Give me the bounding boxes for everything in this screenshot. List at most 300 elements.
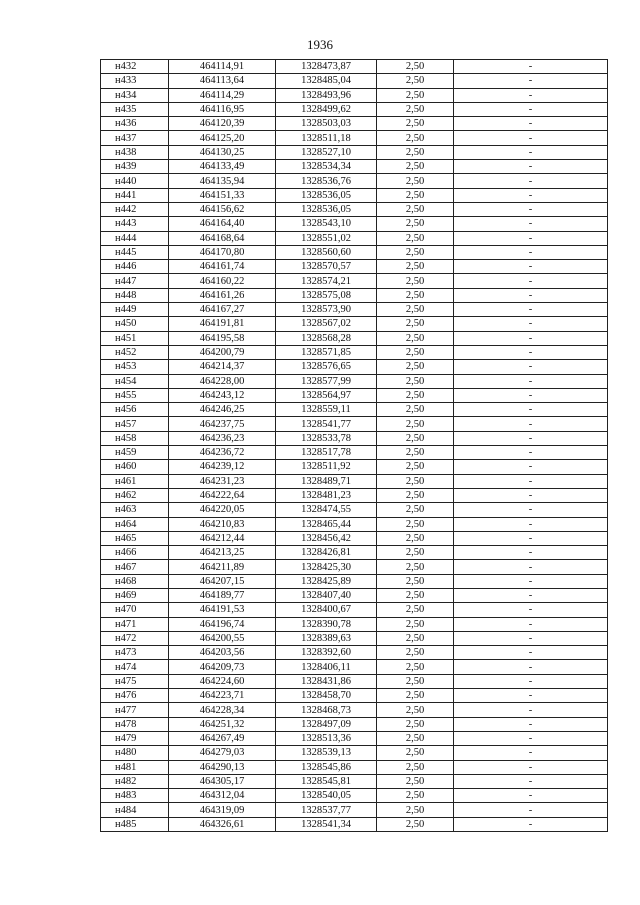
- point-id-cell: н476: [101, 689, 169, 703]
- accuracy-cell: 2,50: [377, 531, 454, 545]
- y-coordinate-cell: 1328560,60: [276, 245, 377, 259]
- y-coordinate-cell: 1328577,99: [276, 374, 377, 388]
- accuracy-cell: 2,50: [377, 245, 454, 259]
- accuracy-cell: 2,50: [377, 331, 454, 345]
- table-row: [101, 517, 608, 531]
- y-coordinate-cell: 1328574,21: [276, 274, 377, 288]
- y-coordinate-cell: 1328425,30: [276, 560, 377, 574]
- accuracy-cell: 2,50: [377, 102, 454, 116]
- x-coordinate-cell: 464279,03: [169, 746, 276, 760]
- table-row: [101, 817, 608, 831]
- y-coordinate-cell: 1328527,10: [276, 145, 377, 159]
- x-coordinate-cell: 464168,64: [169, 231, 276, 245]
- accuracy-cell: 2,50: [377, 60, 454, 74]
- x-coordinate-cell: 464213,25: [169, 546, 276, 560]
- y-coordinate-cell: 1328431,86: [276, 674, 377, 688]
- y-coordinate-cell: 1328499,62: [276, 102, 377, 116]
- note-cell: -: [454, 531, 608, 545]
- y-coordinate-cell: 1328392,60: [276, 646, 377, 660]
- y-coordinate-cell: 1328485,04: [276, 74, 377, 88]
- table-row: [101, 245, 608, 259]
- accuracy-cell: 2,50: [377, 474, 454, 488]
- x-coordinate-cell: 464114,29: [169, 88, 276, 102]
- note-cell: -: [454, 217, 608, 231]
- y-coordinate-cell: 1328541,34: [276, 817, 377, 831]
- x-coordinate-cell: 464156,62: [169, 202, 276, 216]
- note-cell: -: [454, 546, 608, 560]
- note-cell: -: [454, 131, 608, 145]
- note-cell: -: [454, 517, 608, 531]
- x-coordinate-cell: 464135,94: [169, 174, 276, 188]
- x-coordinate-cell: 464319,09: [169, 803, 276, 817]
- note-cell: -: [454, 746, 608, 760]
- table-row: [101, 288, 608, 302]
- table-row: [101, 345, 608, 359]
- accuracy-cell: 2,50: [377, 303, 454, 317]
- x-coordinate-cell: 464223,71: [169, 689, 276, 703]
- note-cell: -: [454, 817, 608, 831]
- accuracy-cell: 2,50: [377, 174, 454, 188]
- table-row: [101, 588, 608, 602]
- accuracy-cell: 2,50: [377, 388, 454, 402]
- y-coordinate-cell: 1328473,87: [276, 60, 377, 74]
- table-row: [101, 60, 608, 74]
- note-cell: -: [454, 274, 608, 288]
- y-coordinate-cell: 1328534,34: [276, 160, 377, 174]
- note-cell: -: [454, 117, 608, 131]
- table-row: [101, 374, 608, 388]
- x-coordinate-cell: 464116,95: [169, 102, 276, 116]
- note-cell: -: [454, 331, 608, 345]
- accuracy-cell: 2,50: [377, 145, 454, 159]
- note-cell: -: [454, 603, 608, 617]
- note-cell: -: [454, 288, 608, 302]
- x-coordinate-cell: 464222,64: [169, 488, 276, 502]
- point-id-cell: н481: [101, 760, 169, 774]
- table-row: [101, 317, 608, 331]
- table-row: [101, 217, 608, 231]
- table-row: [101, 403, 608, 417]
- point-id-cell: н447: [101, 274, 169, 288]
- y-coordinate-cell: 1328536,05: [276, 202, 377, 216]
- table-row: [101, 731, 608, 745]
- y-coordinate-cell: 1328389,63: [276, 631, 377, 645]
- y-coordinate-cell: 1328543,10: [276, 217, 377, 231]
- accuracy-cell: 2,50: [377, 403, 454, 417]
- point-id-cell: н438: [101, 145, 169, 159]
- note-cell: -: [454, 703, 608, 717]
- x-coordinate-cell: 464228,34: [169, 703, 276, 717]
- x-coordinate-cell: 464243,12: [169, 388, 276, 402]
- x-coordinate-cell: 464267,49: [169, 731, 276, 745]
- y-coordinate-cell: 1328400,67: [276, 603, 377, 617]
- y-coordinate-cell: 1328567,02: [276, 317, 377, 331]
- note-cell: -: [454, 474, 608, 488]
- accuracy-cell: 2,50: [377, 617, 454, 631]
- y-coordinate-cell: 1328536,05: [276, 188, 377, 202]
- point-id-cell: н436: [101, 117, 169, 131]
- accuracy-cell: 2,50: [377, 117, 454, 131]
- accuracy-cell: 2,50: [377, 731, 454, 745]
- y-coordinate-cell: 1328559,11: [276, 403, 377, 417]
- note-cell: -: [454, 360, 608, 374]
- x-coordinate-cell: 464151,33: [169, 188, 276, 202]
- x-coordinate-cell: 464207,15: [169, 574, 276, 588]
- x-coordinate-cell: 464170,80: [169, 245, 276, 259]
- y-coordinate-cell: 1328456,42: [276, 531, 377, 545]
- point-id-cell: н439: [101, 160, 169, 174]
- accuracy-cell: 2,50: [377, 517, 454, 531]
- table-row: [101, 546, 608, 560]
- accuracy-cell: 2,50: [377, 460, 454, 474]
- y-coordinate-cell: 1328571,85: [276, 345, 377, 359]
- point-id-cell: н470: [101, 603, 169, 617]
- y-coordinate-cell: 1328539,13: [276, 746, 377, 760]
- x-coordinate-cell: 464125,20: [169, 131, 276, 145]
- accuracy-cell: 2,50: [377, 446, 454, 460]
- accuracy-cell: 2,50: [377, 774, 454, 788]
- table-row: [101, 231, 608, 245]
- point-id-cell: н446: [101, 260, 169, 274]
- x-coordinate-cell: 464220,05: [169, 503, 276, 517]
- x-coordinate-cell: 464236,23: [169, 431, 276, 445]
- y-coordinate-cell: 1328540,05: [276, 789, 377, 803]
- x-coordinate-cell: 464239,12: [169, 460, 276, 474]
- table-row: [101, 789, 608, 803]
- x-coordinate-cell: 464228,00: [169, 374, 276, 388]
- accuracy-cell: 2,50: [377, 374, 454, 388]
- table-row: [101, 746, 608, 760]
- note-cell: -: [454, 574, 608, 588]
- table-row: [101, 503, 608, 517]
- accuracy-cell: 2,50: [377, 131, 454, 145]
- accuracy-cell: 2,50: [377, 288, 454, 302]
- point-id-cell: н483: [101, 789, 169, 803]
- point-id-cell: н472: [101, 631, 169, 645]
- y-coordinate-cell: 1328406,11: [276, 660, 377, 674]
- y-coordinate-cell: 1328513,36: [276, 731, 377, 745]
- accuracy-cell: 2,50: [377, 588, 454, 602]
- table-row: [101, 474, 608, 488]
- note-cell: -: [454, 646, 608, 660]
- table-row: [101, 646, 608, 660]
- x-coordinate-cell: 464312,04: [169, 789, 276, 803]
- x-coordinate-cell: 464203,56: [169, 646, 276, 660]
- table-row: [101, 803, 608, 817]
- y-coordinate-cell: 1328497,09: [276, 717, 377, 731]
- accuracy-cell: 2,50: [377, 274, 454, 288]
- accuracy-cell: 2,50: [377, 689, 454, 703]
- point-id-cell: н482: [101, 774, 169, 788]
- note-cell: -: [454, 803, 608, 817]
- point-id-cell: н459: [101, 446, 169, 460]
- y-coordinate-cell: 1328570,57: [276, 260, 377, 274]
- point-id-cell: н440: [101, 174, 169, 188]
- accuracy-cell: 2,50: [377, 317, 454, 331]
- point-id-cell: н437: [101, 131, 169, 145]
- table-row: [101, 617, 608, 631]
- point-id-cell: н478: [101, 717, 169, 731]
- note-cell: -: [454, 174, 608, 188]
- note-cell: -: [454, 303, 608, 317]
- y-coordinate-cell: 1328541,77: [276, 417, 377, 431]
- x-coordinate-cell: 464113,64: [169, 74, 276, 88]
- table-row: [101, 88, 608, 102]
- point-id-cell: н462: [101, 488, 169, 502]
- accuracy-cell: 2,50: [377, 789, 454, 803]
- x-coordinate-cell: 464189,77: [169, 588, 276, 602]
- point-id-cell: н480: [101, 746, 169, 760]
- x-coordinate-cell: 464290,13: [169, 760, 276, 774]
- table-row: [101, 360, 608, 374]
- table-row: [101, 560, 608, 574]
- accuracy-cell: 2,50: [377, 631, 454, 645]
- y-coordinate-cell: 1328511,92: [276, 460, 377, 474]
- point-id-cell: н454: [101, 374, 169, 388]
- point-id-cell: н435: [101, 102, 169, 116]
- point-id-cell: н474: [101, 660, 169, 674]
- x-coordinate-cell: 464195,58: [169, 331, 276, 345]
- accuracy-cell: 2,50: [377, 88, 454, 102]
- y-coordinate-cell: 1328511,18: [276, 131, 377, 145]
- x-coordinate-cell: 464231,23: [169, 474, 276, 488]
- y-coordinate-cell: 1328458,70: [276, 689, 377, 703]
- table-row: [101, 160, 608, 174]
- note-cell: -: [454, 446, 608, 460]
- table-row: [101, 331, 608, 345]
- accuracy-cell: 2,50: [377, 503, 454, 517]
- table-row: [101, 446, 608, 460]
- point-id-cell: н484: [101, 803, 169, 817]
- accuracy-cell: 2,50: [377, 717, 454, 731]
- accuracy-cell: 2,50: [377, 803, 454, 817]
- accuracy-cell: 2,50: [377, 574, 454, 588]
- x-coordinate-cell: 464160,22: [169, 274, 276, 288]
- note-cell: -: [454, 674, 608, 688]
- point-id-cell: н471: [101, 617, 169, 631]
- y-coordinate-cell: 1328575,08: [276, 288, 377, 302]
- note-cell: -: [454, 774, 608, 788]
- point-id-cell: н475: [101, 674, 169, 688]
- note-cell: -: [454, 789, 608, 803]
- point-id-cell: н445: [101, 245, 169, 259]
- table-row: [101, 202, 608, 216]
- y-coordinate-cell: 1328576,65: [276, 360, 377, 374]
- note-cell: -: [454, 431, 608, 445]
- y-coordinate-cell: 1328537,77: [276, 803, 377, 817]
- y-coordinate-cell: 1328426,81: [276, 546, 377, 560]
- point-id-cell: н466: [101, 546, 169, 560]
- accuracy-cell: 2,50: [377, 231, 454, 245]
- note-cell: -: [454, 417, 608, 431]
- x-coordinate-cell: 464237,75: [169, 417, 276, 431]
- x-coordinate-cell: 464251,32: [169, 717, 276, 731]
- note-cell: -: [454, 760, 608, 774]
- table-row: [101, 488, 608, 502]
- point-id-cell: н448: [101, 288, 169, 302]
- point-id-cell: н434: [101, 88, 169, 102]
- accuracy-cell: 2,50: [377, 217, 454, 231]
- point-id-cell: н457: [101, 417, 169, 431]
- accuracy-cell: 2,50: [377, 703, 454, 717]
- x-coordinate-cell: 464120,39: [169, 117, 276, 131]
- y-coordinate-cell: 1328489,71: [276, 474, 377, 488]
- y-coordinate-cell: 1328564,97: [276, 388, 377, 402]
- note-cell: -: [454, 689, 608, 703]
- x-coordinate-cell: 464114,91: [169, 60, 276, 74]
- point-id-cell: н453: [101, 360, 169, 374]
- point-id-cell: н450: [101, 317, 169, 331]
- y-coordinate-cell: 1328533,78: [276, 431, 377, 445]
- table-row: [101, 660, 608, 674]
- x-coordinate-cell: 464164,40: [169, 217, 276, 231]
- note-cell: -: [454, 488, 608, 502]
- point-id-cell: н463: [101, 503, 169, 517]
- note-cell: -: [454, 560, 608, 574]
- point-id-cell: н467: [101, 560, 169, 574]
- note-cell: -: [454, 102, 608, 116]
- table-row: [101, 303, 608, 317]
- page-number: 1936: [307, 37, 333, 52]
- note-cell: -: [454, 74, 608, 88]
- accuracy-cell: 2,50: [377, 74, 454, 88]
- point-id-cell: н432: [101, 60, 169, 74]
- note-cell: -: [454, 345, 608, 359]
- accuracy-cell: 2,50: [377, 202, 454, 216]
- y-coordinate-cell: 1328545,81: [276, 774, 377, 788]
- x-coordinate-cell: 464130,25: [169, 145, 276, 159]
- table-row: [101, 260, 608, 274]
- note-cell: -: [454, 374, 608, 388]
- note-cell: -: [454, 731, 608, 745]
- x-coordinate-cell: 464200,79: [169, 345, 276, 359]
- x-coordinate-cell: 464224,60: [169, 674, 276, 688]
- table-row: [101, 703, 608, 717]
- y-coordinate-cell: 1328551,02: [276, 231, 377, 245]
- x-coordinate-cell: 464214,37: [169, 360, 276, 374]
- point-id-cell: н449: [101, 303, 169, 317]
- point-id-cell: н460: [101, 460, 169, 474]
- x-coordinate-cell: 464133,49: [169, 160, 276, 174]
- table-row: [101, 603, 608, 617]
- accuracy-cell: 2,50: [377, 746, 454, 760]
- accuracy-cell: 2,50: [377, 360, 454, 374]
- y-coordinate-cell: 1328425,89: [276, 574, 377, 588]
- table-row: [101, 388, 608, 402]
- point-id-cell: н485: [101, 817, 169, 831]
- table-row: [101, 574, 608, 588]
- accuracy-cell: 2,50: [377, 760, 454, 774]
- accuracy-cell: 2,50: [377, 488, 454, 502]
- table-row: [101, 774, 608, 788]
- point-id-cell: н456: [101, 403, 169, 417]
- y-coordinate-cell: 1328493,96: [276, 88, 377, 102]
- point-id-cell: н473: [101, 646, 169, 660]
- point-id-cell: н433: [101, 74, 169, 88]
- accuracy-cell: 2,50: [377, 646, 454, 660]
- table-row: [101, 717, 608, 731]
- y-coordinate-cell: 1328465,44: [276, 517, 377, 531]
- x-coordinate-cell: 464326,61: [169, 817, 276, 831]
- note-cell: -: [454, 388, 608, 402]
- point-id-cell: н443: [101, 217, 169, 231]
- table-row: [101, 274, 608, 288]
- accuracy-cell: 2,50: [377, 188, 454, 202]
- coordinates-table-body: [101, 60, 608, 832]
- point-id-cell: н442: [101, 202, 169, 216]
- table-row: [101, 431, 608, 445]
- table-row: [101, 531, 608, 545]
- note-cell: -: [454, 460, 608, 474]
- accuracy-cell: 2,50: [377, 674, 454, 688]
- y-coordinate-cell: 1328390,78: [276, 617, 377, 631]
- x-coordinate-cell: 464167,27: [169, 303, 276, 317]
- note-cell: -: [454, 245, 608, 259]
- x-coordinate-cell: 464196,74: [169, 617, 276, 631]
- x-coordinate-cell: 464191,81: [169, 317, 276, 331]
- point-id-cell: н469: [101, 588, 169, 602]
- point-id-cell: н465: [101, 531, 169, 545]
- note-cell: -: [454, 231, 608, 245]
- table-row: [101, 117, 608, 131]
- x-coordinate-cell: 464200,55: [169, 631, 276, 645]
- x-coordinate-cell: 464161,74: [169, 260, 276, 274]
- y-coordinate-cell: 1328407,40: [276, 588, 377, 602]
- accuracy-cell: 2,50: [377, 431, 454, 445]
- accuracy-cell: 2,50: [377, 560, 454, 574]
- table-row: [101, 145, 608, 159]
- table-row: [101, 460, 608, 474]
- accuracy-cell: 2,50: [377, 260, 454, 274]
- note-cell: -: [454, 403, 608, 417]
- note-cell: -: [454, 145, 608, 159]
- note-cell: -: [454, 588, 608, 602]
- note-cell: -: [454, 617, 608, 631]
- point-id-cell: н464: [101, 517, 169, 531]
- coordinates-table: [100, 59, 608, 832]
- y-coordinate-cell: 1328517,78: [276, 446, 377, 460]
- note-cell: -: [454, 503, 608, 517]
- x-coordinate-cell: 464212,44: [169, 531, 276, 545]
- note-cell: -: [454, 60, 608, 74]
- note-cell: -: [454, 631, 608, 645]
- y-coordinate-cell: 1328573,90: [276, 303, 377, 317]
- x-coordinate-cell: 464305,17: [169, 774, 276, 788]
- x-coordinate-cell: 464211,89: [169, 560, 276, 574]
- note-cell: -: [454, 717, 608, 731]
- point-id-cell: н455: [101, 388, 169, 402]
- accuracy-cell: 2,50: [377, 160, 454, 174]
- table-row: [101, 188, 608, 202]
- point-id-cell: н461: [101, 474, 169, 488]
- accuracy-cell: 2,50: [377, 817, 454, 831]
- point-id-cell: н441: [101, 188, 169, 202]
- y-coordinate-cell: 1328503,03: [276, 117, 377, 131]
- point-id-cell: н444: [101, 231, 169, 245]
- accuracy-cell: 2,50: [377, 417, 454, 431]
- y-coordinate-cell: 1328536,76: [276, 174, 377, 188]
- table-row: [101, 102, 608, 116]
- point-id-cell: н479: [101, 731, 169, 745]
- coordinates-sheet: [100, 59, 590, 832]
- note-cell: -: [454, 160, 608, 174]
- point-id-cell: н477: [101, 703, 169, 717]
- table-row: [101, 674, 608, 688]
- table-row: [101, 689, 608, 703]
- y-coordinate-cell: 1328468,73: [276, 703, 377, 717]
- point-id-cell: н458: [101, 431, 169, 445]
- table-row: [101, 417, 608, 431]
